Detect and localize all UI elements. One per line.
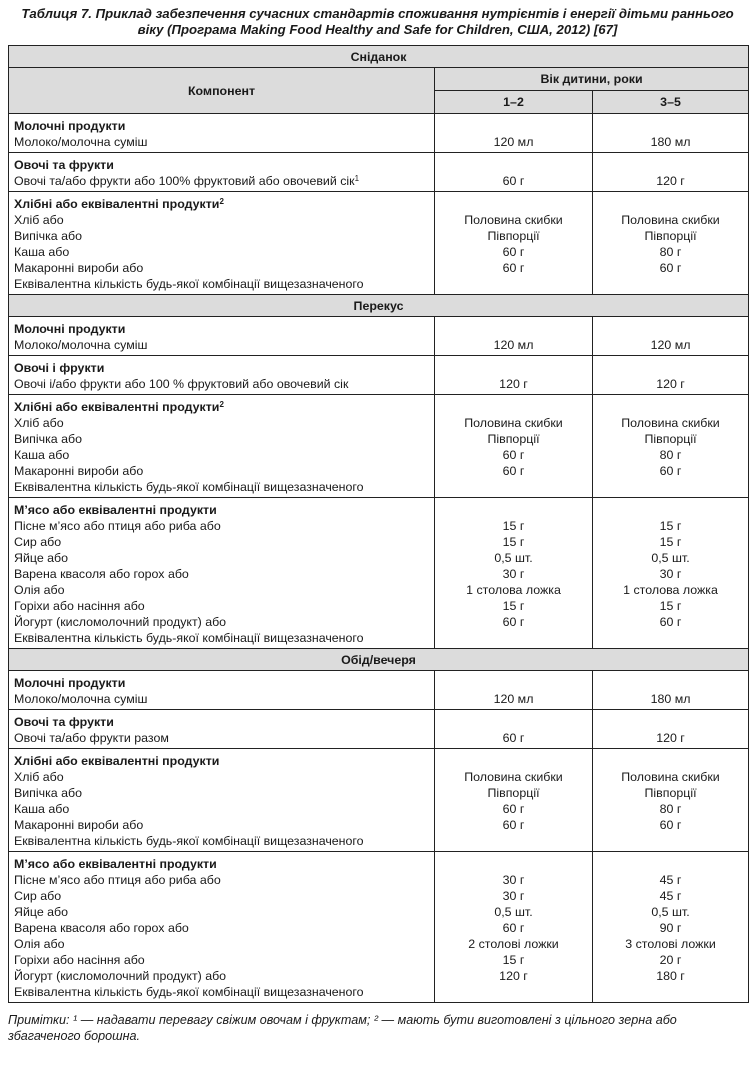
value-age-3-5: 45 г bbox=[659, 889, 682, 903]
item-line bbox=[14, 518, 430, 534]
meal-header-breakfast: Сніданок bbox=[9, 46, 749, 68]
component-group-row bbox=[9, 395, 749, 498]
item-label: Макаронні вироби або bbox=[14, 464, 144, 478]
value-age-1-2: Половина скибки bbox=[464, 416, 563, 430]
item-line bbox=[14, 936, 430, 952]
section-row bbox=[9, 649, 749, 671]
table-title: Таблиця 7. Приклад забезпечення сучасних стандартів споживання нутрієнтів і енергії дітьми раннього віку (Програма Making Food Healthy and Safe for Children, США, 2012) [67] bbox=[21, 6, 734, 37]
value-age-1-2: 60 г bbox=[502, 731, 525, 745]
component-cell bbox=[9, 356, 435, 395]
value-age-3-5: 20 г bbox=[659, 953, 682, 967]
value-age-3-5 bbox=[595, 276, 746, 292]
component-group-row bbox=[9, 153, 749, 192]
value-age-3-5: 15 г bbox=[659, 519, 682, 533]
group-title-line bbox=[14, 502, 430, 518]
table-body bbox=[9, 114, 749, 1003]
item-label: Яйце або bbox=[14, 905, 69, 919]
value-age-1-2: Половина скибки bbox=[464, 770, 563, 784]
component-cell bbox=[9, 749, 435, 852]
spacer-line bbox=[437, 502, 590, 518]
component-group-row bbox=[9, 356, 749, 395]
item-label: Еквівалентна кількість будь-якої комбінації вищезазначеного bbox=[14, 480, 364, 494]
item-line bbox=[14, 431, 430, 447]
item-label: Овочі та/або фрукти разом bbox=[14, 731, 169, 745]
item-label: Горіхи або насіння або bbox=[14, 953, 145, 967]
age-1-2-cell bbox=[435, 153, 593, 192]
value-age-3-5: 45 г bbox=[659, 873, 682, 887]
age-3-5-cell bbox=[593, 114, 749, 153]
item-line bbox=[14, 244, 430, 260]
item-line bbox=[14, 173, 430, 189]
spacer-line bbox=[595, 856, 746, 872]
value-age-3-5: 60 г bbox=[659, 464, 682, 478]
component-group-row bbox=[9, 671, 749, 710]
item-line bbox=[14, 582, 430, 598]
value-age-1-2: 60 г bbox=[502, 174, 525, 188]
spacer-line bbox=[595, 118, 746, 134]
section-header: Перекус bbox=[9, 295, 749, 317]
value-age-1-2: 0,5 шт. bbox=[494, 905, 533, 919]
item-label: Олія або bbox=[14, 937, 65, 951]
value-age-1-2: 60 г bbox=[502, 261, 525, 275]
age-3-5-cell bbox=[593, 395, 749, 498]
value-age-3-5: 30 г bbox=[659, 567, 682, 581]
value-age-1-2: 120 мл bbox=[493, 692, 534, 706]
value-age-3-5: 60 г bbox=[659, 615, 682, 629]
value-age-3-5 bbox=[595, 479, 746, 495]
spacer-line bbox=[595, 321, 746, 337]
value-age-1-2: 0,5 шт. bbox=[494, 551, 533, 565]
item-line bbox=[14, 872, 430, 888]
item-label: Макаронні вироби або bbox=[14, 261, 144, 275]
component-group-row bbox=[9, 749, 749, 852]
value-age-1-2: Половина скибки bbox=[464, 213, 563, 227]
component-cell bbox=[9, 852, 435, 1003]
item-line bbox=[14, 904, 430, 920]
age-3-5-cell bbox=[593, 356, 749, 395]
group-title-line bbox=[14, 360, 430, 376]
item-label: Горіхи або насіння або bbox=[14, 599, 145, 613]
item-line bbox=[14, 228, 430, 244]
value-age-3-5: 15 г bbox=[659, 535, 682, 549]
item-line bbox=[14, 376, 430, 392]
spacer-line bbox=[595, 157, 746, 173]
item-label: Випічка або bbox=[14, 786, 83, 800]
age-3-5-cell bbox=[593, 749, 749, 852]
age-3-5-cell bbox=[593, 317, 749, 356]
group-title: Молочні продукти bbox=[14, 322, 126, 336]
component-cell bbox=[9, 153, 435, 192]
spacer-line bbox=[595, 675, 746, 691]
item-label: Хліб або bbox=[14, 213, 64, 227]
group-title: М’ясо або еквівалентні продукти bbox=[14, 503, 217, 517]
value-age-3-5: 0,5 шт. bbox=[651, 905, 690, 919]
item-label: Еквівалентна кількість будь-якої комбінації вищезазначеного bbox=[14, 631, 364, 645]
component-cell bbox=[9, 395, 435, 498]
item-label: Еквівалентна кількість будь-якої комбінації вищезазначеного bbox=[14, 277, 364, 291]
component-cell bbox=[9, 114, 435, 153]
spacer-line bbox=[595, 196, 746, 212]
group-title-line bbox=[14, 196, 430, 212]
value-age-3-5: 80 г bbox=[659, 448, 682, 462]
value-age-3-5: Півпорції bbox=[644, 229, 697, 243]
item-line bbox=[14, 212, 430, 228]
value-age-3-5: 60 г bbox=[659, 261, 682, 275]
component-cell bbox=[9, 498, 435, 649]
value-age-1-2: 60 г bbox=[502, 802, 525, 816]
age-1-2-cell bbox=[435, 852, 593, 1003]
value-age-3-5: Половина скибки bbox=[621, 770, 720, 784]
value-age-3-5 bbox=[595, 833, 746, 849]
group-title-line bbox=[14, 856, 430, 872]
age-1-2-cell bbox=[435, 749, 593, 852]
value-age-1-2: 15 г bbox=[502, 599, 525, 613]
group-title: Овочі та фрукти bbox=[14, 158, 114, 172]
group-title-line bbox=[14, 118, 430, 134]
age-1-2-cell bbox=[435, 114, 593, 153]
component-group-row bbox=[9, 192, 749, 295]
item-label: Молоко/молочна суміш bbox=[14, 135, 148, 149]
value-age-3-5: Половина скибки bbox=[621, 213, 720, 227]
component-group-row bbox=[9, 852, 749, 1003]
age-1-2-header: 1–2 bbox=[435, 91, 593, 114]
age-3-5-cell bbox=[593, 671, 749, 710]
group-title-line bbox=[14, 157, 430, 173]
item-label: Пісне м’ясо або птиця або риба або bbox=[14, 873, 221, 887]
value-age-3-5: 120 г bbox=[656, 174, 685, 188]
component-group-row bbox=[9, 498, 749, 649]
value-age-3-5 bbox=[595, 630, 746, 646]
value-age-1-2: 120 мл bbox=[493, 135, 534, 149]
value-age-1-2: 30 г bbox=[502, 889, 525, 903]
component-group-row bbox=[9, 114, 749, 153]
section-row bbox=[9, 295, 749, 317]
item-line bbox=[14, 415, 430, 431]
item-line bbox=[14, 550, 430, 566]
item-label: Випічка або bbox=[14, 432, 83, 446]
item-label: Овочі та/або фрукти або 100% фруктовий або овочевий сік bbox=[14, 174, 355, 188]
item-line bbox=[14, 920, 430, 936]
value-age-3-5: 120 г bbox=[656, 377, 685, 391]
item-line bbox=[14, 952, 430, 968]
age-3-5-cell bbox=[593, 153, 749, 192]
value-age-1-2: 60 г bbox=[502, 615, 525, 629]
spacer-line bbox=[437, 714, 590, 730]
spacer-line bbox=[437, 753, 590, 769]
item-line bbox=[14, 769, 430, 785]
age-1-2-cell bbox=[435, 192, 593, 295]
item-label: Варена квасоля або горох або bbox=[14, 567, 189, 581]
component-column-header: Компонент bbox=[9, 68, 435, 114]
item-label: Каша або bbox=[14, 802, 70, 816]
value-age-1-2: 120 г bbox=[499, 377, 528, 391]
component-group-row bbox=[9, 317, 749, 356]
spacer-line bbox=[595, 753, 746, 769]
value-age-1-2 bbox=[437, 276, 590, 292]
item-label: Молоко/молочна суміш bbox=[14, 338, 148, 352]
item-label: Хліб або bbox=[14, 770, 64, 784]
group-title: М’ясо або еквівалентні продукти bbox=[14, 857, 217, 871]
value-age-3-5: 80 г bbox=[659, 802, 682, 816]
value-age-1-2: 60 г bbox=[502, 245, 525, 259]
spacer-line bbox=[437, 196, 590, 212]
item-label: Макаронні вироби або bbox=[14, 818, 144, 832]
item-label: Каша або bbox=[14, 448, 70, 462]
value-age-3-5: 120 г bbox=[656, 731, 685, 745]
value-age-3-5: 120 мл bbox=[650, 338, 691, 352]
item-line bbox=[14, 260, 430, 276]
value-age-1-2: 2 столові ложки bbox=[468, 937, 559, 951]
value-age-3-5: 180 г bbox=[656, 969, 685, 983]
value-age-3-5: 0,5 шт. bbox=[651, 551, 690, 565]
item-line bbox=[14, 534, 430, 550]
value-age-3-5: Півпорції bbox=[644, 432, 697, 446]
value-age-1-2: Півпорції bbox=[487, 786, 540, 800]
item-line bbox=[14, 730, 430, 746]
group-title: Хлібні або еквівалентні продукти bbox=[14, 400, 220, 414]
nutrition-table bbox=[8, 45, 749, 1003]
value-age-1-2: 60 г bbox=[502, 818, 525, 832]
value-age-1-2: 15 г bbox=[502, 953, 525, 967]
component-cell bbox=[9, 710, 435, 749]
component-cell bbox=[9, 671, 435, 710]
item-line bbox=[14, 630, 430, 646]
item-line bbox=[14, 447, 430, 463]
value-age-1-2: 60 г bbox=[502, 464, 525, 478]
item-label: Хліб або bbox=[14, 416, 64, 430]
item-line bbox=[14, 134, 430, 150]
item-line bbox=[14, 566, 430, 582]
value-age-1-2: 30 г bbox=[502, 567, 525, 581]
value-age-1-2: 120 мл bbox=[493, 338, 534, 352]
item-label: Еквівалентна кількість будь-якої комбінації вищезазначеного bbox=[14, 985, 364, 999]
age-3-5-cell bbox=[593, 852, 749, 1003]
value-age-3-5: 15 г bbox=[659, 599, 682, 613]
footnote-marker: 2 bbox=[219, 400, 224, 409]
age-3-5-cell bbox=[593, 710, 749, 749]
item-line bbox=[14, 801, 430, 817]
item-line bbox=[14, 479, 430, 495]
group-title: Молочні продукти bbox=[14, 676, 126, 690]
age-3-5-cell bbox=[593, 192, 749, 295]
item-line bbox=[14, 984, 430, 1000]
item-line bbox=[14, 598, 430, 614]
item-line bbox=[14, 968, 430, 984]
value-age-1-2: Півпорції bbox=[487, 432, 540, 446]
spacer-line bbox=[437, 321, 590, 337]
item-label: Овочі і/або фрукти або 100 % фруктовий або овочевий сік bbox=[14, 377, 349, 391]
spacer-line bbox=[595, 714, 746, 730]
value-age-3-5: Півпорції bbox=[644, 786, 697, 800]
item-label: Молоко/молочна суміш bbox=[14, 692, 148, 706]
age-column-header: Вік дитини, роки bbox=[435, 68, 749, 91]
item-label: Олія або bbox=[14, 583, 65, 597]
value-age-3-5: 180 мл bbox=[650, 692, 691, 706]
value-age-3-5: Половина скибки bbox=[621, 416, 720, 430]
group-title-line bbox=[14, 321, 430, 337]
item-label: Йогурт (кисломолочний продукт) або bbox=[14, 969, 227, 983]
item-line bbox=[14, 276, 430, 292]
spacer-line bbox=[437, 118, 590, 134]
item-line bbox=[14, 614, 430, 630]
item-line bbox=[14, 785, 430, 801]
footnote-marker: 2 bbox=[219, 197, 224, 206]
group-title: Хлібні або еквівалентні продукти bbox=[14, 197, 220, 211]
value-age-3-5 bbox=[595, 984, 746, 1000]
item-line bbox=[14, 833, 430, 849]
item-label: Еквівалентна кількість будь-якої комбінації вищезазначеного bbox=[14, 834, 364, 848]
group-title-line bbox=[14, 675, 430, 691]
age-1-2-cell bbox=[435, 710, 593, 749]
group-title: Овочі і фрукти bbox=[14, 361, 105, 375]
component-cell bbox=[9, 317, 435, 356]
spacer-line bbox=[437, 399, 590, 415]
value-age-3-5: 60 г bbox=[659, 818, 682, 832]
age-1-2-cell bbox=[435, 395, 593, 498]
age-1-2-cell bbox=[435, 498, 593, 649]
value-age-3-5: 90 г bbox=[659, 921, 682, 935]
value-age-1-2: 30 г bbox=[502, 873, 525, 887]
item-label: Каша або bbox=[14, 245, 70, 259]
value-age-1-2 bbox=[437, 984, 590, 1000]
value-age-1-2 bbox=[437, 833, 590, 849]
value-age-1-2: 120 г bbox=[499, 969, 528, 983]
item-line bbox=[14, 691, 430, 707]
footnote-marker: 1 bbox=[354, 174, 360, 183]
group-title-line bbox=[14, 714, 430, 730]
value-age-1-2 bbox=[437, 630, 590, 646]
value-age-3-5: 3 столові ложки bbox=[625, 937, 716, 951]
component-group-row bbox=[9, 710, 749, 749]
item-label: Випічка або bbox=[14, 229, 83, 243]
value-age-1-2 bbox=[437, 479, 590, 495]
value-age-1-2: 15 г bbox=[502, 535, 525, 549]
age-3-5-cell bbox=[593, 498, 749, 649]
component-cell bbox=[9, 192, 435, 295]
spacer-line bbox=[595, 360, 746, 376]
item-label: Сир або bbox=[14, 535, 62, 549]
item-line bbox=[14, 817, 430, 833]
age-1-2-cell bbox=[435, 356, 593, 395]
item-label: Йогурт (кисломолочний продукт) або bbox=[14, 615, 227, 629]
group-title: Хлібні або еквівалентні продукти bbox=[14, 754, 220, 768]
value-age-1-2: 60 г bbox=[502, 921, 525, 935]
item-line bbox=[14, 888, 430, 904]
group-title-line bbox=[14, 753, 430, 769]
group-title-line bbox=[14, 399, 430, 415]
value-age-3-5: 180 мл bbox=[650, 135, 691, 149]
table-footnote: Примітки: ¹ — надавати перевагу свіжим овочам і фруктам; ² — мають бути виготовлені з цільного зерна або збагаченого борошна. bbox=[8, 1013, 677, 1043]
spacer-line bbox=[437, 157, 590, 173]
item-label: Пісне м’ясо або птиця або риба або bbox=[14, 519, 221, 533]
spacer-line bbox=[437, 856, 590, 872]
spacer-line bbox=[595, 399, 746, 415]
item-line bbox=[14, 463, 430, 479]
item-label: Яйце або bbox=[14, 551, 69, 565]
value-age-1-2: 60 г bbox=[502, 448, 525, 462]
spacer-line bbox=[437, 675, 590, 691]
value-age-1-2: 1 столова ложка bbox=[466, 583, 561, 597]
spacer-line bbox=[437, 360, 590, 376]
value-age-3-5: 1 столова ложка bbox=[623, 583, 718, 597]
age-1-2-cell bbox=[435, 671, 593, 710]
group-title: Овочі та фрукти bbox=[14, 715, 114, 729]
group-title: Молочні продукти bbox=[14, 119, 126, 133]
item-label: Сир або bbox=[14, 889, 62, 903]
item-label: Варена квасоля або горох або bbox=[14, 921, 189, 935]
age-1-2-cell bbox=[435, 317, 593, 356]
value-age-1-2: Півпорції bbox=[487, 229, 540, 243]
value-age-1-2: 15 г bbox=[502, 519, 525, 533]
item-line bbox=[14, 337, 430, 353]
spacer-line bbox=[595, 502, 746, 518]
value-age-3-5: 80 г bbox=[659, 245, 682, 259]
section-header: Обід/вечеря bbox=[9, 649, 749, 671]
age-3-5-header: 3–5 bbox=[593, 91, 749, 114]
